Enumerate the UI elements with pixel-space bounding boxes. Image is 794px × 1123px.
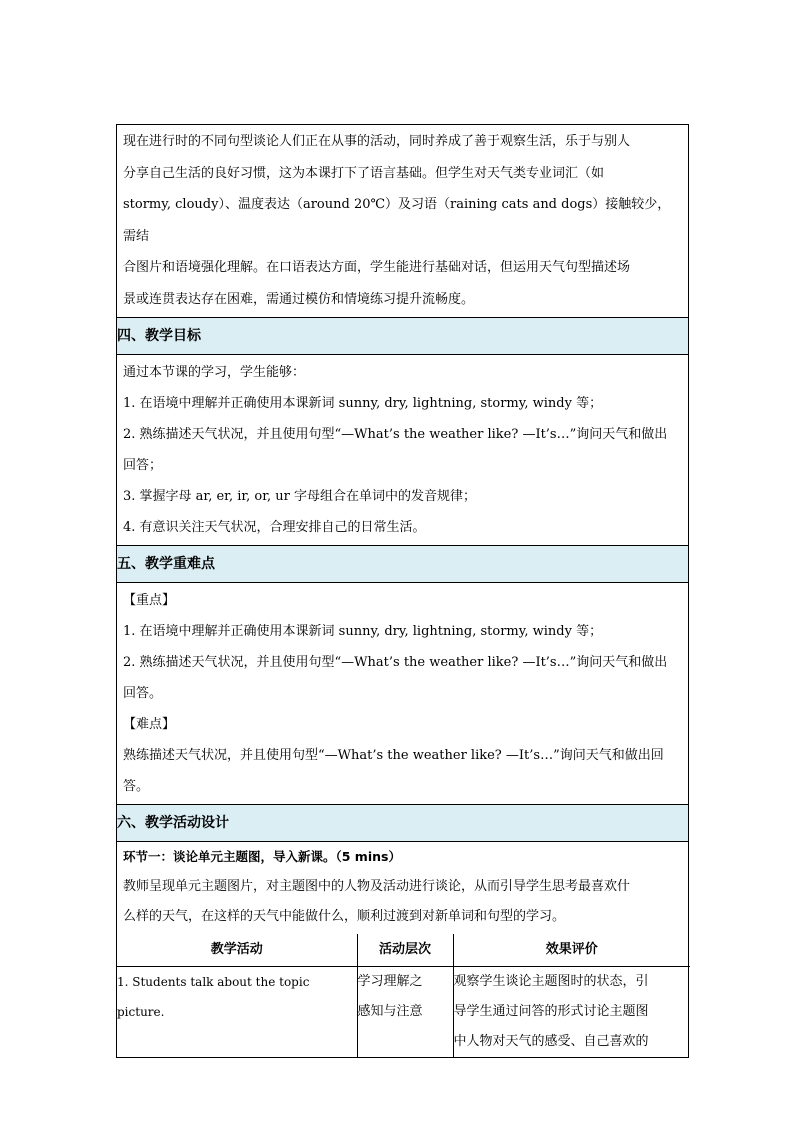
step-description-line: 么样的天气，在这样的天气中能做什么，顺利过渡到对新单词和句型的学习。 — [123, 909, 566, 924]
objective-line: 通过本节课的学习，学生能够： — [123, 365, 306, 380]
activity-table — [117, 934, 690, 1057]
step-title: 环节一：谈论单元主题图，导入新课。（5 mins） — [123, 849, 401, 864]
intro-cell — [117, 125, 689, 318]
section-heading-key-points: 五、教学重难点 — [117, 546, 689, 583]
level-line: 学习理解之 — [357, 974, 423, 989]
key-point-label: 【重点】 — [123, 593, 176, 608]
difficulty-line: 答。 — [123, 779, 150, 794]
difficulty-label: 【难点】 — [123, 717, 176, 732]
intro-line: 合图片和语境强化理解。在口语表达方面，学生能进行基础对话，但运用天气句型描述场 — [123, 260, 631, 275]
column-header-evaluation: 效果评价 — [453, 934, 690, 967]
activity-cell: 1. Students talk about the topic picture. — [117, 967, 357, 1058]
document-page — [116, 124, 689, 1058]
column-header-activity: 教学活动 — [117, 934, 357, 967]
intro-line: 分享自己生活的良好习惯，这为本课打下了语言基础。但学生对天气类专业词汇（如 — [123, 165, 605, 181]
objective-line: 3. 掌握字母 ar, er, ir, or, ur 字母组合在单词中的发音规律； — [123, 489, 477, 504]
key-point-line: 1. 在语境中理解并正确使用本课新词 sunny, dry, lightning, stormy, windy 等； — [123, 624, 603, 639]
objective-line: 2. 熟练描述天气状况，并且使用句型“—What’s the weather like? —It’s…”询问天气和做出 — [123, 427, 668, 442]
intro-line: 现在进行时的不同句型谈论人们正在从事的活动，同时养成了善于观察生活，乐于与别人 — [123, 134, 631, 149]
level-cell — [357, 967, 453, 1058]
intro-line: stormy, cloudy）、温度表达（around 20℃）及习语（raining cats and dogs）接触较少，需结 — [123, 197, 671, 244]
evaluation-line: 导学生通过问答的形式讨论主题图 — [453, 1004, 649, 1019]
lesson-plan-table — [116, 124, 689, 1058]
objective-line: 1. 在语境中理解并正确使用本课新词 sunny, dry, lightning, stormy, windy 等； — [123, 396, 603, 411]
column-header-level: 活动层次 — [357, 934, 453, 967]
section-heading-activities: 六、教学活动设计 — [117, 805, 689, 842]
difficulty-line: 熟练描述天气状况，并且使用句型“—What’s the weather like? —It’s…”询问天气和做出回 — [123, 748, 664, 763]
evaluation-cell — [453, 967, 690, 1058]
objective-line: 4. 有意识关注天气状况，合理安排自己的日常生活。 — [123, 520, 426, 535]
key-points-cell — [117, 583, 689, 805]
level-line: 感知与注意 — [357, 1004, 423, 1019]
table-row — [117, 967, 690, 1058]
objectives-cell — [117, 355, 689, 546]
intro-line: 景或连贯表达存在困难，需通过模仿和情境练习提升流畅度。 — [123, 291, 475, 307]
section-heading-objectives: 四、教学目标 — [117, 318, 689, 355]
evaluation-line: 观察学生谈论主题图时的状态，引 — [453, 974, 649, 989]
objective-line: 回答； — [123, 458, 163, 473]
step-description-line: 教师呈现单元主题图片，对主题图中的人物及活动进行谈论，从而引导学生思考最喜欢什 — [123, 879, 631, 894]
evaluation-line: 中人物对天气的感受、自己喜欢的 — [453, 1034, 649, 1049]
key-point-line: 回答。 — [123, 686, 163, 701]
key-point-line: 2. 熟练描述天气状况，并且使用句型“—What’s the weather like? —It’s…”询问天气和做出 — [123, 655, 668, 670]
activities-cell — [117, 842, 689, 1058]
